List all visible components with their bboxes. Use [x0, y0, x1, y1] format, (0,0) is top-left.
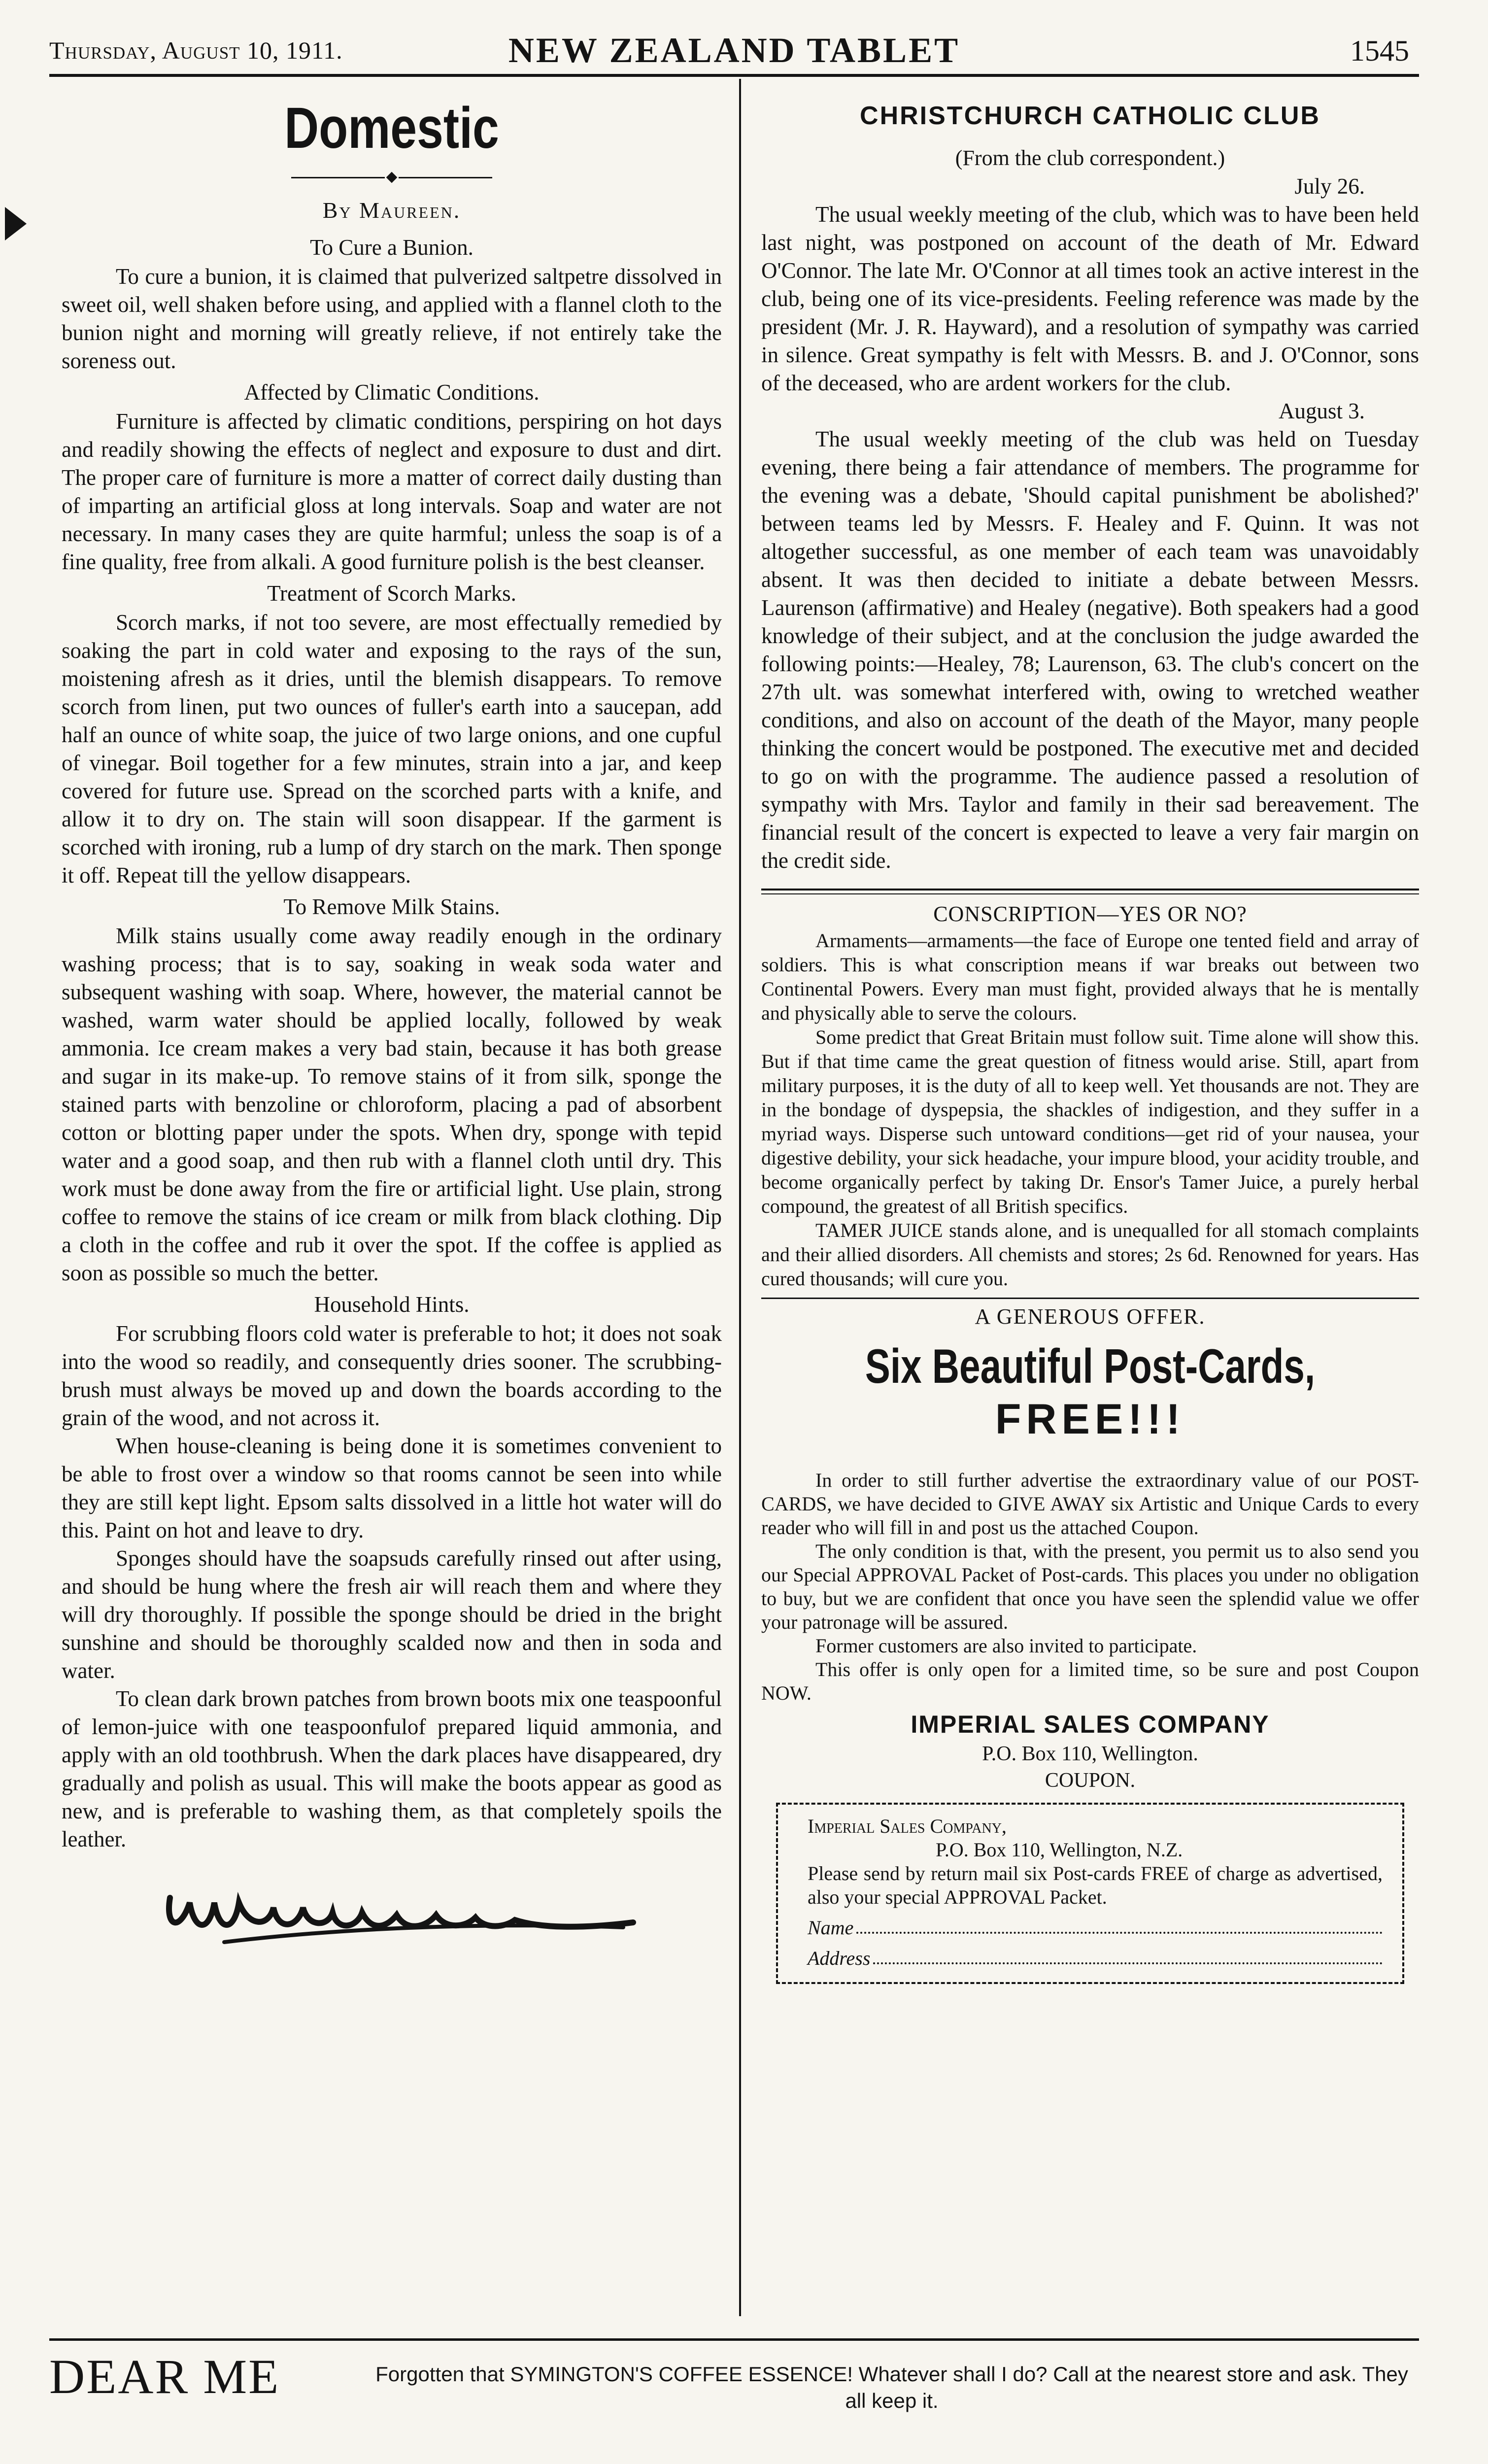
- paragraph: The usual weekly meeting of the club, which was to have been held last night, was postponed on account of the death of Mr. Edward O'Connor. The late Mr. O'Connor at all times took an active interest in the club, being one of its vice-presidents. Feeling reference was made by the president (Mr. J. R. Hayward), and a resolution of sympathy was carried in silence. Great sympathy is felt with Messrs. B. and J. O'Connor, sons of the deceased, who are ardent workers for the club.: [761, 202, 1419, 395]
- entry-date: August 3.: [1278, 399, 1365, 423]
- paragraph: For scrubbing floors cold water is preferable to hot; it does not soak into the wood so readily, and consequently dries sooner. The scrubbing-brush must always be moved up and down the boards according to the grain of the wood, and not across it.: [62, 1321, 722, 1430]
- newspaper-title: NEW ZEALAND TABLET: [508, 31, 960, 70]
- signature-graphic: [150, 1868, 643, 1947]
- offer-title: Six Beautiful Post-Cards,: [865, 1339, 1316, 1393]
- paragraph: When house-cleaning is being done it is sometimes convenient to be able to frost over a window so that rooms cannot be seen into while they are still kept light. Epsom salts dissolved in a little hot water will do this. Paint on hot and leave to dry.: [62, 1434, 722, 1542]
- ornament-divider: [62, 168, 722, 187]
- coupon-body: Please send by return mail six Post-cards FREE of charge as advertised, also your special APPROVAL Packet.: [808, 1862, 1383, 1908]
- section-heading: Household Hints.: [314, 1292, 470, 1317]
- company-address: P.O. Box 110, Wellington.: [982, 1743, 1198, 1765]
- section-heading: To Cure a Bunion.: [310, 235, 473, 260]
- paragraph: To cure a bunion, it is claimed that pulverized saltpetre dissolved in sweet oil, well shaken before using, and applied with a flannel cloth to the bunion night and morning will greatly relieve, if not entirely take the soreness out.: [62, 264, 722, 373]
- dear-me-title: DEAR ME: [49, 2349, 280, 2404]
- paragraph: Armaments—armaments—the face of Europe one tented field and array of soldiers. This is what conscription means if war breaks out between two Continental Powers. Every man must fight, provided always that he is mentally and physically able to serve the colours.: [761, 929, 1419, 1024]
- offer-heading: A GENEROUS OFFER.: [975, 1304, 1206, 1329]
- symington-ad-text: Forgotten that SYMINGTON'S COFFEE ESSENCE! Whatever shall I do? Call at the nearest store and ask. They all keep it.: [375, 2362, 1408, 2412]
- ccc-title: CHRISTCHURCH CATHOLIC CLUB: [860, 102, 1320, 130]
- coupon[interactable]: [776, 1803, 1404, 1984]
- paragraph: In order to still further advertise the extraordinary value of our POST-CARDS, we have decided to GIVE AWAY six Artistic and Unique Cards to every reader who will fill in and post us the attached Coupon.: [761, 1469, 1419, 1539]
- coupon-address: P.O. Box 110, Wellington, N.Z.: [936, 1839, 1183, 1861]
- entry-date: July 26.: [1294, 174, 1365, 199]
- paragraph: The usual weekly meeting of the club was held on Tuesday evening, there being a fair attendance of members. The programme for the evening was a debate, 'Should capital punishment be abolished?' between teams led by Messrs. F. Healey and F. Quinn. It was not altogether successful, as one member of each team was unavoidably absent. It was then decided to initiate a debate between Messrs. Laurenson (affirmative) and Healey (negative). Both speakers had a good knowledge of their subject, and at the conclusion the judge awarded the following points:—Healey, 78; Laurenson, 63. The club's concert on the 27th ult. was somewhat interfered with, owing to wretched weather conditions, and also on account of the death of the Mayor, many people thinking the concert would be postponed. The executive met and decided to go on with the programme. The audience passed a resolution of sympathy with Mrs. Taylor and family in their sad bereavement. The financial result of the concert is expected to leave a very fair margin on the credit side.: [761, 427, 1419, 873]
- section-heading: Treatment of Scorch Marks.: [267, 581, 516, 606]
- domestic-title: Domestic: [284, 96, 499, 161]
- conscription-ad: [761, 901, 1419, 1291]
- paragraph: Former customers are also invited to participate.: [815, 1635, 1197, 1657]
- byline: By Maureen.: [322, 198, 461, 223]
- pointing-hand-icon: [5, 207, 27, 240]
- paragraph: Furniture is affected by climatic conditions, perspiring on hot days and readily showing the effects of neglect and exposure to dust and dirt. The proper care of furniture is more a matter of correct daily dusting than of imparting an artificial gloss at long intervals. Soap and water are not necessary. In many cases they are quite harmful; unless the soap is of a fine quality, free from alkali. A good furniture polish is the best cleanser.: [62, 409, 722, 574]
- paragraph: This offer is only open for a limited time, so be sure and post Coupon NOW.: [761, 1658, 1419, 1704]
- masthead-rule: [49, 74, 1419, 77]
- coupon-label: COUPON.: [1045, 1769, 1136, 1792]
- coupon-company: Imperial Sales Company,: [808, 1815, 1007, 1837]
- ccc-from: (From the club correspondent.): [955, 146, 1225, 170]
- name-label: Name: [808, 1916, 854, 1939]
- paragraph: Scorch marks, if not too severe, are most effectually remedied by soaking the part in cold water and exposing to the rays of the sun, moistening afresh as it dries, until the blemish disappears. To remove scorch from linen, put two ounces of fuller's earth into a saucepan, add half an ounce of white soap, the juice of two large onions, and one cupful of vinegar. Boil together for a few minutes, strain into a jar, and keep covered for future use. Spread on the scorched parts with a knife, and allow it to dry on. The stain will soon disappear. If the garment is scorched with ironing, rub a lump of dry starch on the mark. Then sponge it off. Repeat till the yellow disappears.: [62, 610, 722, 888]
- paragraph: Some predict that Great Britain must follow suit. Time alone will show this. But if that time came the great question of fitness would arise. Still, apart from military purposes, it is the duty of all to keep well. Yet thousands are not. They are in the bondage of dyspepsia, the shackles of indigestion, and they suffer in a myriad ways. Disperse such untoward conditions—get rid of your nausea, your digestive debility, your sick headache, your impure blood, your acidity trouble, and become organically perfect by taking Dr. Ensor's Tamer Juice, a purely herbal compound, the greatest of all British specifics.: [761, 1026, 1419, 1217]
- paragraph: The only condition is that, with the present, you permit us to also send you our Special APPROVAL Packet of Post-cards. This places you under no obligation to buy, but we are confident that once you have seen the splendid value we offer your patronage will be assured.: [761, 1540, 1419, 1633]
- column-rule: [739, 79, 741, 2316]
- domestic-column: [62, 79, 722, 1950]
- maureen-signature: [150, 1868, 722, 1950]
- masthead: [49, 27, 1419, 71]
- paragraph: TAMER JUICE stands alone, and is unequalled for all stomach complaints and their allied disorders. All chemists and stores; 2s 6d. Renowned for years. Has cured thousands; will cure you.: [761, 1219, 1419, 1290]
- footer-ad: [49, 2348, 1419, 2447]
- postcard-offer: [761, 1304, 1419, 1984]
- footer-rule: [49, 2338, 1419, 2341]
- section-heading: To Remove Milk Stains.: [283, 894, 500, 919]
- coupon-address-field[interactable]: [808, 1947, 1383, 1970]
- paragraph: Sponges should have the soapsuds carefully rinsed out after using, and should be hung where the fresh air will reach them and where they will dry thoroughly. If possible the sponge should be dried in the bright sunshine and should be thoroughly scalded now and then in soda and water.: [62, 1546, 722, 1683]
- right-column: [761, 79, 1419, 1984]
- paragraph: Milk stains usually come away readily enough in the ordinary washing process; that is to say, soaking in weak soda water and subsequent washing with soap. Where, however, the material cannot be washed, warm water should be applied locally, followed by weak ammonia. Ice cream makes a very bad stain, because it has both grease and sugar in its make-up. To remove stains of it from silk, sponge the stained parts with benzoline or chloroform, placing a pad of absorbent cotton or blotting paper under the spots. When dry, sponge with tepid water and a good soap, and then rub with a flannel cloth until dry. This work must be done away from the fire or artificial light. Use plain, strong coffee to remove the stains of ice cream or milk from black clothing. Dip a cloth in the coffee and rub it over the spot. If the coffee is applied as soon as possible so much the better.: [62, 924, 722, 1285]
- address-label: Address: [808, 1947, 871, 1969]
- section-rule: [761, 1298, 1419, 1299]
- issue-date: Thursday, August 10, 1911.: [49, 36, 343, 64]
- paragraph: To clean dark brown patches from brown boots mix one teaspoonful of lemon-juice with one teaspoonfulof prepared liquid ammonia, and apply with an old toothbrush. When the dark places have disappeared, dry gradually and polish as usual. This will make the boots appear as good as new, and is preferable to washing them, as that completely spoils the leather.: [62, 1686, 722, 1851]
- company-name: IMPERIAL SALES COMPANY: [911, 1711, 1270, 1738]
- coupon-name-field[interactable]: [808, 1916, 1383, 1940]
- section-rule: [761, 889, 1419, 894]
- conscription-title: CONSCRIPTION—YES OR NO?: [933, 902, 1247, 926]
- diamond-icon: [386, 172, 398, 183]
- page-number: 1545: [1350, 34, 1409, 67]
- offer-free: FREE!!!: [995, 1396, 1185, 1443]
- section-heading: Affected by Climatic Conditions.: [244, 380, 540, 405]
